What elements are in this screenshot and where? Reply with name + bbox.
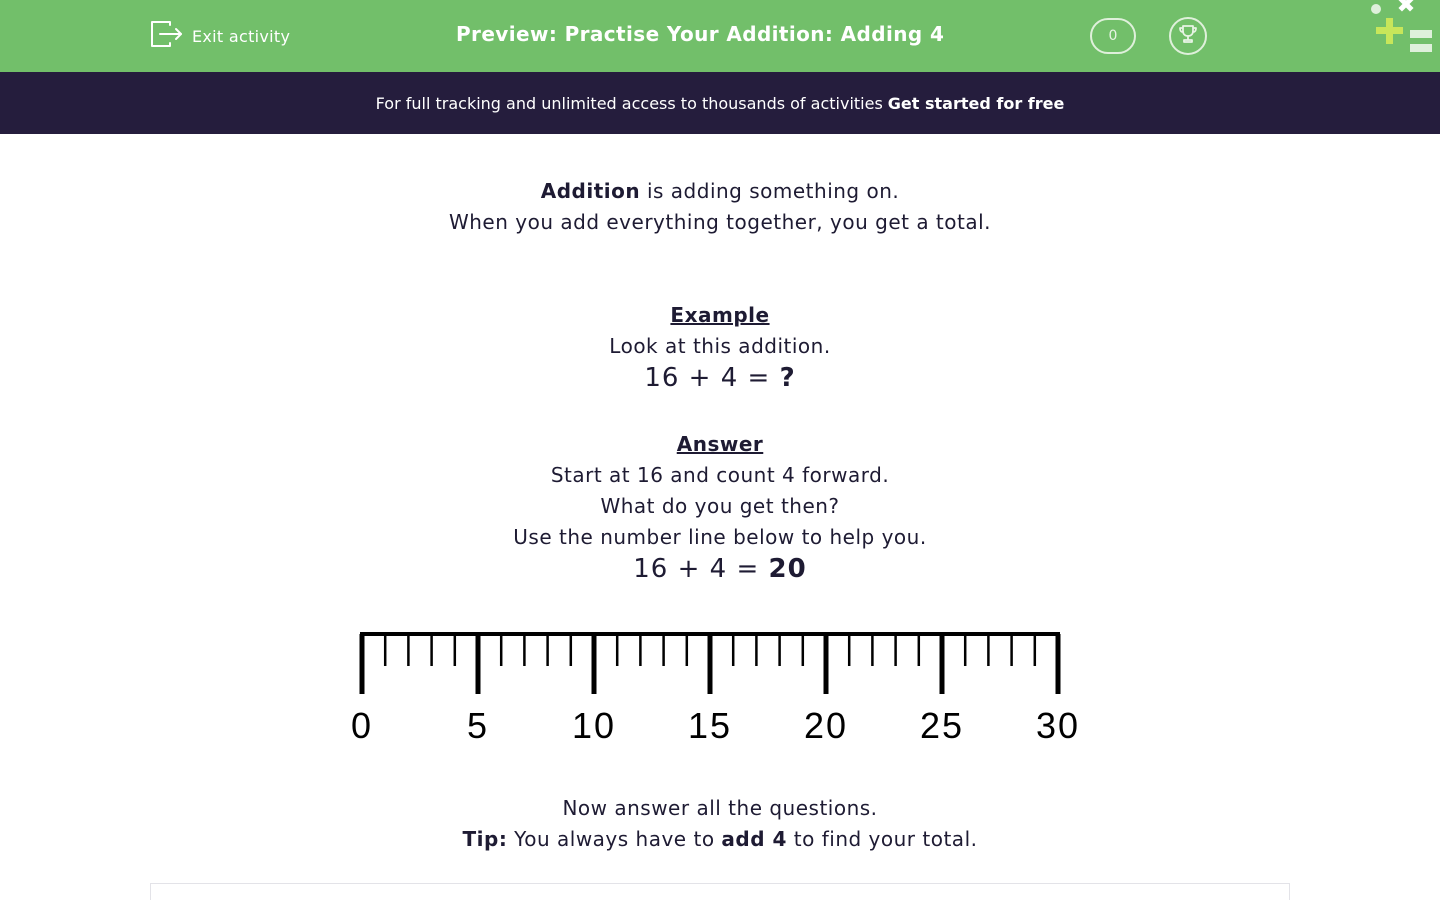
outro-tip — [0, 827, 1440, 851]
number-line-svg — [340, 624, 1100, 754]
outro-line-1: Now answer all the questions. — [562, 796, 878, 820]
trophy-button[interactable] — [1169, 17, 1207, 55]
trophy-icon — [1177, 23, 1199, 49]
number-line-label: 15 — [687, 705, 733, 746]
number-line-label: 30 — [1035, 705, 1081, 746]
example-equation-text: 16 + 4 = — [644, 363, 771, 393]
tip-pre: You always have to — [514, 827, 715, 851]
intro-term: Addition — [540, 179, 641, 203]
intro-line-1-rest: is adding something on. — [646, 179, 900, 203]
top-bar — [0, 0, 1440, 72]
exit-icon — [150, 19, 184, 53]
answer-equation-text: 16 + 4 = — [633, 554, 760, 584]
page-title: Preview: Practise Your Addition: Adding 4 — [456, 22, 945, 46]
example-heading: Example — [670, 303, 770, 327]
intro-line-1 — [0, 179, 1440, 203]
exit-activity-button[interactable] — [150, 20, 290, 52]
tip-post: to find your total. — [793, 827, 978, 851]
tip-bold: add 4 — [721, 827, 787, 851]
number-line-label: 25 — [919, 705, 965, 746]
exit-activity-label: Exit activity — [192, 26, 291, 46]
answer-equation — [0, 554, 1440, 584]
answer-line-2: What do you get then? — [600, 494, 840, 518]
get-started-link[interactable]: Get started for free — [887, 93, 1065, 113]
signup-banner — [0, 72, 1440, 134]
intro-line-2: When you add everything together, you get a total. — [448, 210, 992, 234]
number-line-label: 0 — [350, 705, 374, 746]
banner-text: For full tracking and unlimited access to thousands of activities — [375, 93, 883, 113]
number-line-label: 5 — [466, 705, 490, 746]
answer-line-1: Start at 16 and count 4 forward. — [550, 463, 890, 487]
number-line-label: 20 — [803, 705, 849, 746]
number-line-label: 10 — [571, 705, 617, 746]
score-badge: 0 — [1090, 18, 1136, 54]
number-line — [340, 624, 1100, 754]
tip-label: Tip: — [462, 827, 508, 851]
answer-line-3: Use the number line below to help you. — [513, 525, 927, 549]
brand-logo — [1366, 0, 1440, 56]
answer-heading: Answer — [676, 432, 764, 456]
example-line: Look at this addition. — [609, 334, 831, 358]
answer-result: 20 — [768, 554, 807, 584]
question-card — [150, 883, 1290, 900]
example-equation — [0, 363, 1440, 393]
example-unknown: ? — [779, 363, 796, 393]
